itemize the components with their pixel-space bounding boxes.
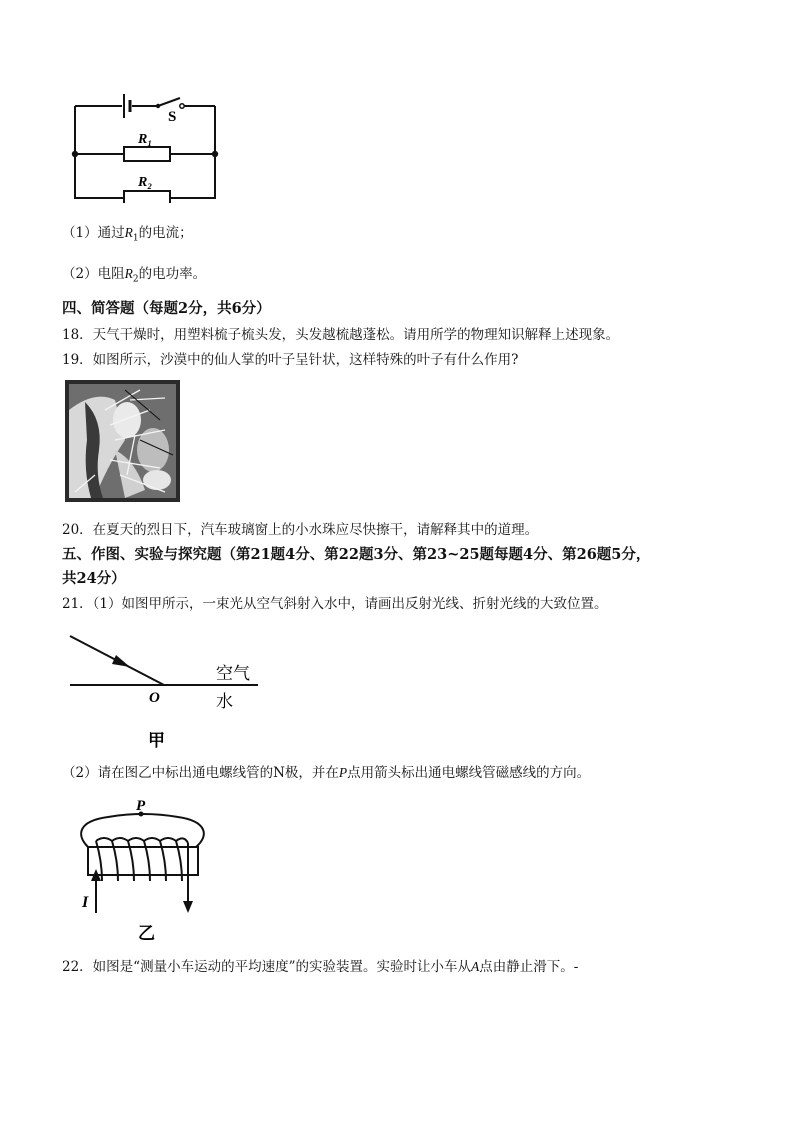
figure-yi-caption: 乙 — [138, 924, 155, 943]
junction-dot — [212, 151, 218, 157]
switch-contact — [180, 104, 184, 108]
q17-part1: （1）通过$R_1$的电流； — [62, 225, 193, 244]
junction-dot — [72, 151, 78, 157]
question-21-part2: （2）请在图乙中标出通电螺线管的N极，并在P点用箭头标出通电螺线管磁感线的方向。 — [62, 765, 591, 781]
q17-part2: （2）电阻$R_2$的电功率。 — [62, 266, 207, 285]
current-arrow-down-icon — [183, 901, 193, 913]
current-i-label: I — [82, 894, 89, 911]
air-label: 空气 — [216, 664, 250, 683]
question-20: 20．在夏天的烈日下，汽车玻璃窗上的小水珠应尽快擦干，请解释其中的道理。 — [62, 522, 539, 538]
point-o-label: O — [149, 690, 160, 706]
figure-jia-refraction — [68, 630, 268, 750]
point-p-label: P — [136, 798, 146, 814]
circuit-diagram — [60, 88, 230, 203]
figure-jia-caption: 甲 — [148, 731, 165, 750]
section-5-title-line2: 共24分） — [62, 570, 126, 587]
section-4-title: 四、简答题（每题2分，共6分） — [62, 300, 271, 317]
resistor-r2 — [124, 191, 170, 203]
cactus-photo — [65, 380, 180, 502]
switch-contact — [156, 104, 160, 108]
incident-ray-arrow-icon — [112, 655, 130, 667]
water-label: 水 — [216, 692, 233, 711]
question-19: 19．如图所示，沙漠中的仙人掌的叶子呈针状，这样特殊的叶子有什么作用? — [62, 352, 519, 368]
r1-label: R₁ — [138, 132, 153, 147]
resistor-r1 — [124, 147, 170, 161]
r2-label: R₂ — [138, 175, 153, 190]
question-18: 18．天气干燥时，用塑料梳子梳头发，头发越梳越蓬松。请用所学的物理知识解释上述现象。 — [62, 327, 620, 343]
question-21-part1: 21．（1）如图甲所示，一束光从空气斜射入水中，请画出反射光线、折射光线的大致位置。 — [62, 596, 608, 612]
section-5-title-line1: 五、作图、实验与探究题（第21题4分、第22题3分、第23~25题每题4分、第26题5分， — [62, 546, 651, 563]
magnetic-field-line — [81, 814, 204, 847]
figure-yi-solenoid — [68, 795, 218, 945]
question-22: 22．如图是“测量小车运动的平均速度”的实验装置。实验时让小车从A点由静止滑下。- — [62, 959, 579, 975]
switch-label: S — [168, 109, 177, 125]
